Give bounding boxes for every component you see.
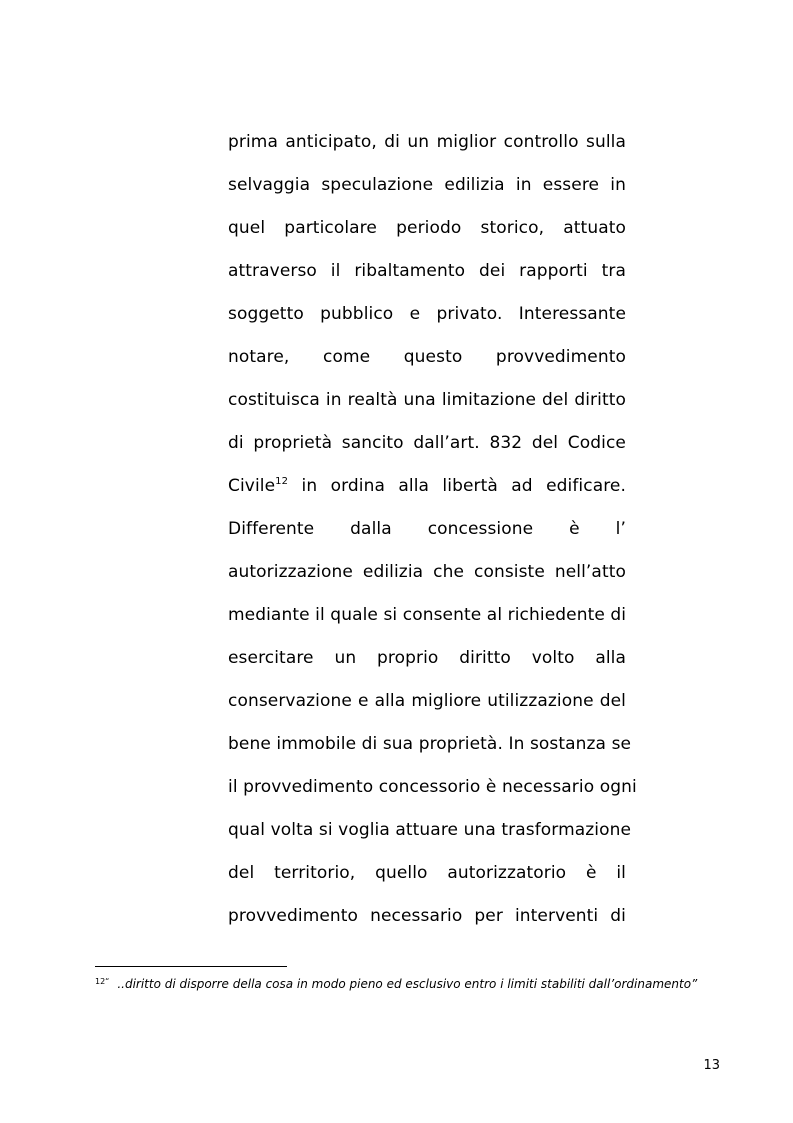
footnote-text: ..diritto di disporre della cosa in modo pieno ed esclusivo entro i limiti stabiliti dall’ordinamento” [117, 977, 698, 991]
text-line: conservazione e alla migliore utilizzazione del [228, 691, 626, 711]
text-line: prima anticipato, di un miglior controllo sulla [228, 132, 626, 152]
text-segment: in ordina alla libertà ad edificare. [288, 476, 626, 496]
page-number: 13 [703, 1058, 720, 1073]
text-segment: Civile [228, 476, 276, 496]
text-line: selvaggia speculazione edilizia in essere in [228, 175, 626, 195]
text-line: esercitare un proprio diritto volto alla [228, 648, 626, 668]
body-text [228, 121, 637, 938]
text-line: del territorio, quello autorizzatorio è il [228, 863, 626, 883]
text-line-with-footnote-ref [228, 465, 626, 508]
text-line: di proprietà sancito dall’art. 832 del Codice [228, 433, 626, 453]
footnote-reference: 12 [275, 476, 289, 487]
text-line: il provvedimento concessorio è necessario ogni [228, 777, 637, 797]
text-line: soggetto pubblico e privato. Interessante [228, 304, 626, 324]
footnote-mark: 12“ [95, 977, 110, 986]
footnote [95, 974, 735, 992]
text-line: quel particolare periodo storico, attuato [228, 218, 626, 238]
text-line: mediante il quale si consente al richiedente di [228, 605, 627, 625]
text-line: Differente dalla concessione è l’ [228, 519, 626, 539]
text-line: costituisca in realtà una limitazione del diritto [228, 390, 626, 410]
footnote-separator [95, 966, 287, 967]
text-line: notare, come questo provvedimento [228, 347, 626, 367]
text-line: autorizzazione edilizia che consiste nell’atto [228, 562, 626, 582]
text-line: provvedimento necessario per interventi di [228, 906, 626, 926]
text-line: qual volta si voglia attuare una trasformazione [228, 820, 632, 840]
text-line: bene immobile di sua proprietà. In sostanza se [228, 734, 632, 754]
text-line: attraverso il ribaltamento dei rapporti tra [228, 261, 626, 281]
